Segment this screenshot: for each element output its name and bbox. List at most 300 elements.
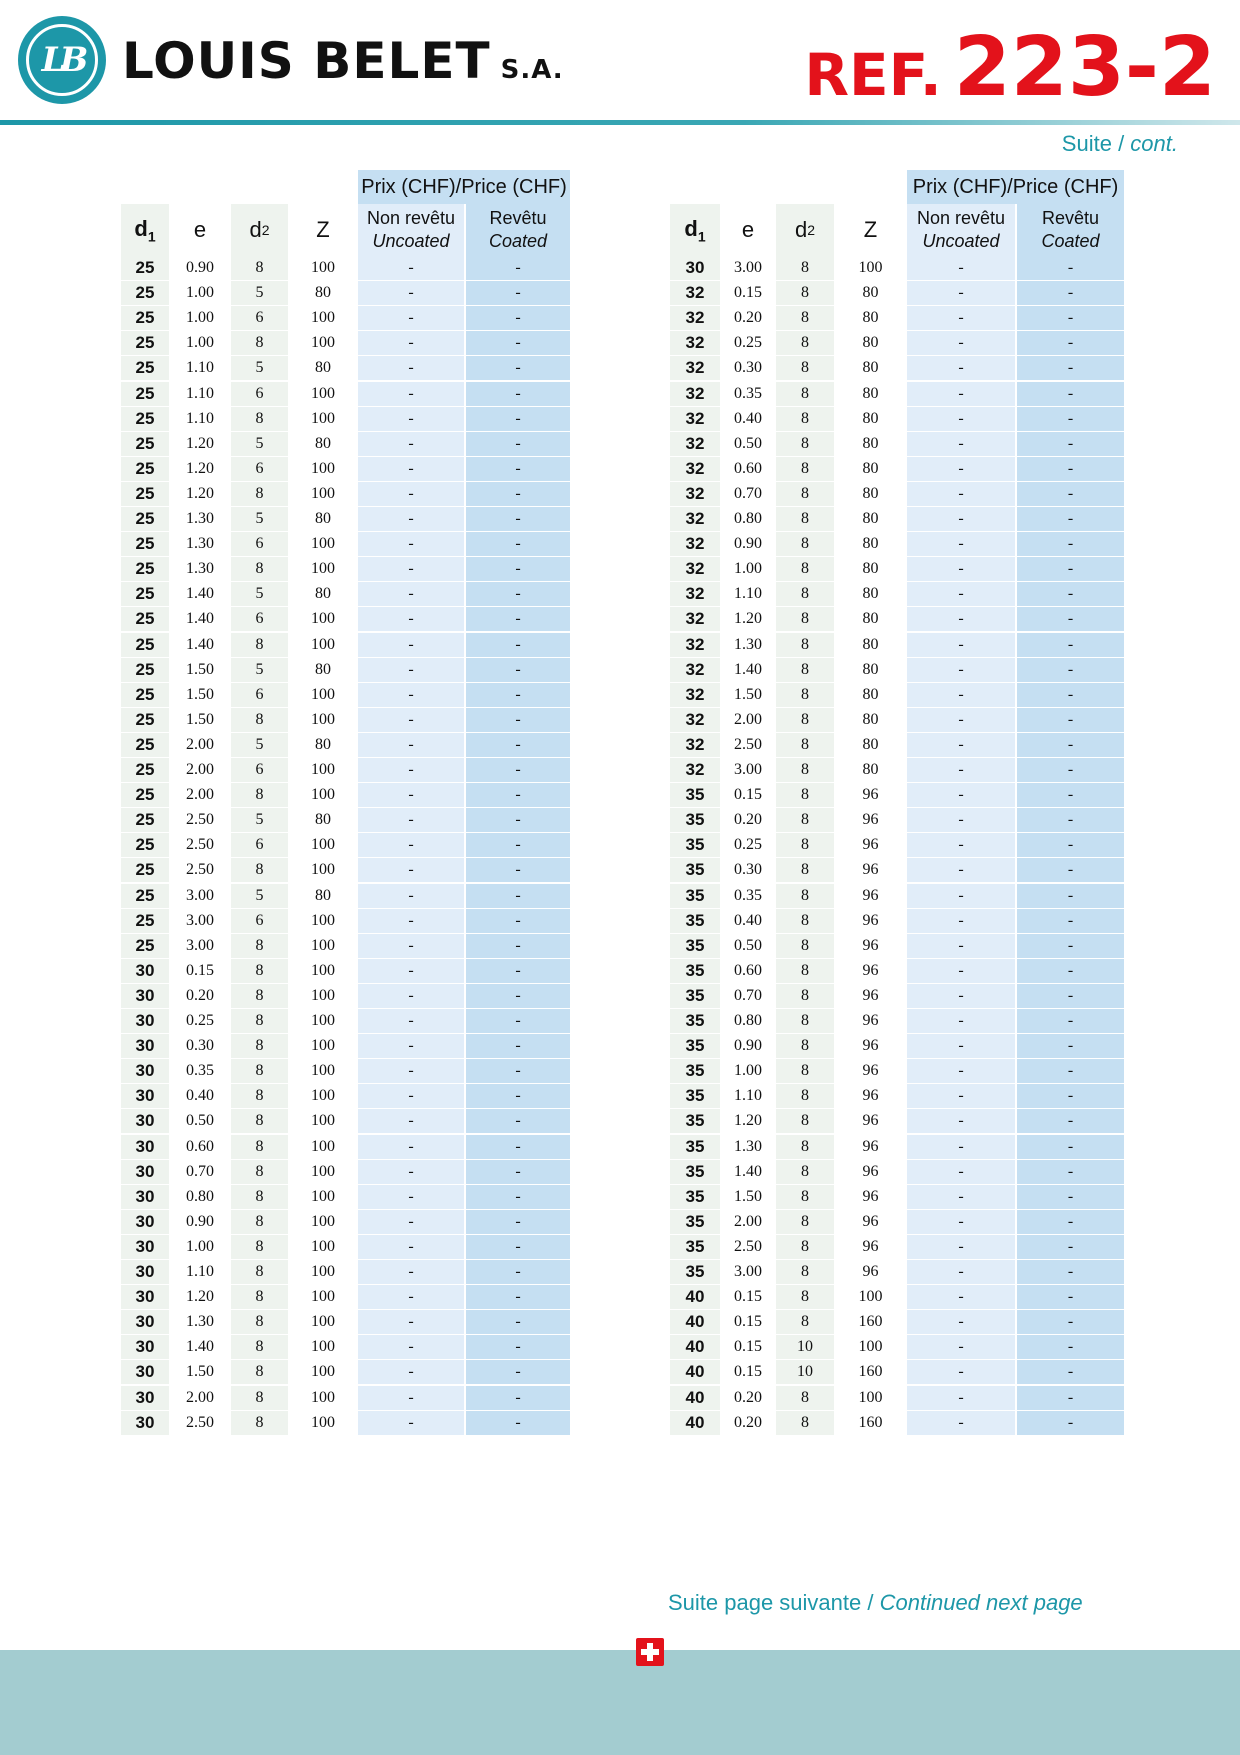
cell-price-coated: - <box>1017 783 1124 808</box>
cell-d2: 5 <box>231 507 288 532</box>
cell-price-uncoated: - <box>358 532 464 557</box>
cell-d1: 25 <box>121 733 169 758</box>
cell-price-coated: - <box>466 331 570 356</box>
cell-z: 80 <box>834 658 907 683</box>
cell-e: 2.50 <box>720 1235 776 1260</box>
cell-price-coated: - <box>1017 1009 1124 1034</box>
cell-price-uncoated: - <box>907 758 1015 783</box>
cell-d1: 35 <box>670 1135 720 1160</box>
col-header-coated: Revêtu Coated <box>1017 204 1124 256</box>
cell-e: 0.15 <box>720 1285 776 1310</box>
cell-price-uncoated: - <box>358 733 464 758</box>
cell-price-coated: - <box>1017 909 1124 934</box>
cell-d2: 6 <box>231 909 288 934</box>
cell-d1: 25 <box>121 708 169 733</box>
cell-price-coated: - <box>1017 582 1124 607</box>
cell-d2: 8 <box>231 1160 288 1185</box>
cell-d1: 30 <box>121 1285 169 1310</box>
cell-e: 1.00 <box>169 1235 231 1260</box>
cell-price-coated: - <box>466 582 570 607</box>
cell-z: 160 <box>834 1360 907 1385</box>
cell-d2: 8 <box>776 356 834 381</box>
cell-price-coated: - <box>466 1034 570 1059</box>
cell-z: 80 <box>288 507 358 532</box>
cell-price-uncoated: - <box>358 407 464 432</box>
cell-d2: 8 <box>776 984 834 1009</box>
table-row <box>121 432 570 457</box>
cell-d2: 8 <box>776 1260 834 1285</box>
cell-d1: 25 <box>121 482 169 507</box>
cell-price-uncoated: - <box>907 331 1015 356</box>
cell-d2: 8 <box>231 633 288 658</box>
cell-e: 0.40 <box>720 407 776 432</box>
cell-z: 96 <box>834 808 907 833</box>
col-header-e: e <box>720 204 776 256</box>
cell-z: 100 <box>834 1285 907 1310</box>
cell-d1: 25 <box>121 683 169 708</box>
cell-d2: 8 <box>231 1360 288 1385</box>
cell-price-uncoated: - <box>358 1310 464 1335</box>
cell-price-coated: - <box>466 909 570 934</box>
cell-z: 80 <box>288 884 358 909</box>
cell-price-uncoated: - <box>358 1135 464 1160</box>
cell-d1: 32 <box>670 758 720 783</box>
table-row <box>121 532 570 557</box>
cell-price-coated: - <box>1017 356 1124 381</box>
cell-d1: 35 <box>670 1235 720 1260</box>
cell-d2: 8 <box>776 1034 834 1059</box>
cell-price-uncoated: - <box>358 934 464 959</box>
cell-d1: 32 <box>670 658 720 683</box>
cell-d2: 5 <box>231 658 288 683</box>
cell-d1: 35 <box>670 858 720 883</box>
cell-price-uncoated: - <box>358 557 464 582</box>
cell-d2: 8 <box>776 683 834 708</box>
table-row <box>121 708 570 733</box>
cell-price-coated: - <box>466 1335 570 1360</box>
col-header-d2: d 2 <box>231 204 288 256</box>
cell-d1: 30 <box>121 959 169 984</box>
cell-d1: 25 <box>121 808 169 833</box>
cell-price-uncoated: - <box>907 582 1015 607</box>
price-group-header: Prix (CHF)/Price (CHF) <box>358 170 570 204</box>
cell-e: 0.20 <box>720 808 776 833</box>
cell-z: 80 <box>288 733 358 758</box>
table-row <box>670 909 1124 934</box>
cell-e: 3.00 <box>720 758 776 783</box>
cell-price-uncoated: - <box>907 1034 1015 1059</box>
cell-d2: 8 <box>776 482 834 507</box>
cell-e: 0.90 <box>169 256 231 281</box>
cell-price-uncoated: - <box>358 683 464 708</box>
cell-e: 0.15 <box>720 1310 776 1335</box>
cell-e: 3.00 <box>720 256 776 281</box>
swiss-flag-icon <box>636 1638 664 1666</box>
cell-price-coated: - <box>1017 884 1124 909</box>
cell-d2: 5 <box>231 884 288 909</box>
table-row <box>670 858 1124 883</box>
cell-d2: 8 <box>231 1260 288 1285</box>
price-group-header: Prix (CHF)/Price (CHF) <box>907 170 1124 204</box>
footer-band <box>0 1650 1240 1755</box>
cell-e: 2.00 <box>169 783 231 808</box>
cell-e: 0.25 <box>720 331 776 356</box>
table-row <box>121 1059 570 1084</box>
table-row <box>121 1009 570 1034</box>
cell-e: 0.15 <box>169 959 231 984</box>
cell-price-coated: - <box>1017 331 1124 356</box>
cell-price-uncoated: - <box>358 281 464 306</box>
table-row <box>121 783 570 808</box>
table-row <box>121 1335 570 1360</box>
cell-d2: 8 <box>776 909 834 934</box>
table-row <box>121 1310 570 1335</box>
cell-price-uncoated: - <box>907 432 1015 457</box>
table-row <box>121 1135 570 1160</box>
cell-d1: 30 <box>121 1411 169 1436</box>
cell-d1: 35 <box>670 833 720 858</box>
cell-price-coated: - <box>1017 1360 1124 1385</box>
cell-price-coated: - <box>466 532 570 557</box>
cell-e: 0.20 <box>720 1386 776 1411</box>
cell-d1: 32 <box>670 306 720 331</box>
cell-price-coated: - <box>466 758 570 783</box>
cell-d2: 6 <box>231 382 288 407</box>
cell-d2: 8 <box>776 758 834 783</box>
cell-d2: 8 <box>231 1059 288 1084</box>
table-row <box>121 1109 570 1134</box>
cell-d2: 8 <box>776 532 834 557</box>
cell-price-coated: - <box>466 633 570 658</box>
cell-z: 100 <box>288 557 358 582</box>
cell-z: 96 <box>834 1084 907 1109</box>
cell-d1: 30 <box>121 1009 169 1034</box>
cell-e: 1.50 <box>720 683 776 708</box>
cell-z: 80 <box>834 432 907 457</box>
cell-d2: 8 <box>776 633 834 658</box>
cell-e: 1.40 <box>169 582 231 607</box>
cell-e: 0.80 <box>169 1185 231 1210</box>
cell-e: 1.50 <box>169 708 231 733</box>
cell-price-coated: - <box>466 1135 570 1160</box>
cell-price-coated: - <box>466 1109 570 1134</box>
cell-d2: 8 <box>776 1135 834 1160</box>
cell-z: 100 <box>288 708 358 733</box>
cell-d1: 35 <box>670 884 720 909</box>
brand-name: LOUIS BELET <box>122 32 491 90</box>
cell-z: 96 <box>834 1160 907 1185</box>
cell-d1: 25 <box>121 858 169 883</box>
table-row <box>121 306 570 331</box>
cell-d1: 25 <box>121 607 169 632</box>
cell-price-uncoated: - <box>358 633 464 658</box>
cell-price-coated: - <box>1017 1411 1124 1436</box>
cell-z: 100 <box>288 909 358 934</box>
cell-d2: 8 <box>776 1411 834 1436</box>
col-header-e: e <box>169 204 231 256</box>
cell-d2: 5 <box>231 432 288 457</box>
cell-z: 80 <box>834 607 907 632</box>
table-row <box>121 256 570 281</box>
table-row <box>670 1059 1124 1084</box>
cell-price-uncoated: - <box>907 1285 1015 1310</box>
table-row <box>121 382 570 407</box>
cell-price-uncoated: - <box>907 733 1015 758</box>
cell-d2: 8 <box>776 808 834 833</box>
cell-z: 80 <box>834 532 907 557</box>
col-header-uncoated: Non revêtu Uncoated <box>907 204 1015 256</box>
cell-d2: 8 <box>776 1084 834 1109</box>
cell-d2: 8 <box>231 934 288 959</box>
cell-d1: 35 <box>670 1109 720 1134</box>
cell-d1: 25 <box>121 934 169 959</box>
cell-z: 80 <box>288 356 358 381</box>
cell-d1: 25 <box>121 306 169 331</box>
cell-price-coated: - <box>1017 984 1124 1009</box>
cell-price-coated: - <box>1017 808 1124 833</box>
cell-z: 80 <box>834 582 907 607</box>
cell-e: 1.20 <box>169 432 231 457</box>
cell-d1: 25 <box>121 256 169 281</box>
cell-d2: 8 <box>231 331 288 356</box>
cell-z: 96 <box>834 959 907 984</box>
cell-d1: 30 <box>121 1335 169 1360</box>
cell-d1: 35 <box>670 783 720 808</box>
cell-d2: 8 <box>231 407 288 432</box>
cell-d2: 8 <box>776 959 834 984</box>
table-row <box>670 758 1124 783</box>
cell-e: 2.50 <box>169 833 231 858</box>
cell-d1: 35 <box>670 1260 720 1285</box>
cell-d1: 25 <box>121 557 169 582</box>
cell-d1: 40 <box>670 1310 720 1335</box>
cell-e: 2.50 <box>169 808 231 833</box>
cell-price-coated: - <box>466 1285 570 1310</box>
cell-price-uncoated: - <box>907 607 1015 632</box>
cell-e: 0.15 <box>720 1335 776 1360</box>
cell-price-coated: - <box>466 256 570 281</box>
cell-price-uncoated: - <box>358 382 464 407</box>
cell-e: 1.20 <box>720 1109 776 1134</box>
cell-price-uncoated: - <box>358 708 464 733</box>
cell-price-uncoated: - <box>907 482 1015 507</box>
cell-e: 0.25 <box>720 833 776 858</box>
cell-d1: 35 <box>670 959 720 984</box>
cell-d2: 8 <box>776 582 834 607</box>
cell-e: 1.40 <box>720 658 776 683</box>
cell-d2: 8 <box>231 984 288 1009</box>
table-row <box>121 331 570 356</box>
cell-d2: 8 <box>776 1285 834 1310</box>
cell-price-coated: - <box>466 858 570 883</box>
header-divider <box>0 120 1240 125</box>
cell-d1: 32 <box>670 331 720 356</box>
cell-z: 100 <box>288 833 358 858</box>
cell-price-coated: - <box>466 1084 570 1109</box>
cell-e: 1.20 <box>169 457 231 482</box>
table-row <box>670 658 1124 683</box>
col-header-z: Z <box>834 204 907 256</box>
company-logo <box>18 16 106 104</box>
cell-d1: 35 <box>670 1009 720 1034</box>
cell-z: 80 <box>834 708 907 733</box>
cell-z: 100 <box>288 1411 358 1436</box>
cell-d1: 30 <box>121 1260 169 1285</box>
cell-price-uncoated: - <box>358 482 464 507</box>
cell-price-uncoated: - <box>907 708 1015 733</box>
table-row <box>670 1084 1124 1109</box>
cell-e: 0.80 <box>720 507 776 532</box>
cell-price-uncoated: - <box>907 808 1015 833</box>
cell-e: 0.60 <box>720 457 776 482</box>
table-row <box>121 457 570 482</box>
cell-price-coated: - <box>1017 758 1124 783</box>
cell-d1: 25 <box>121 783 169 808</box>
table-row <box>670 633 1124 658</box>
cell-e: 2.50 <box>720 733 776 758</box>
cell-d2: 8 <box>776 783 834 808</box>
cell-z: 100 <box>288 407 358 432</box>
cell-z: 100 <box>288 1285 358 1310</box>
cell-price-coated: - <box>1017 708 1124 733</box>
cell-z: 100 <box>288 783 358 808</box>
cell-z: 96 <box>834 909 907 934</box>
cell-price-uncoated: - <box>907 1210 1015 1235</box>
cell-d2: 8 <box>231 1386 288 1411</box>
cell-price-uncoated: - <box>358 858 464 883</box>
cell-price-coated: - <box>466 1386 570 1411</box>
cell-e: 0.20 <box>169 984 231 1009</box>
col-header-d1: $d_1$ <box>670 204 720 256</box>
table-row <box>121 909 570 934</box>
cell-d1: 35 <box>670 984 720 1009</box>
cell-d2: 8 <box>776 1235 834 1260</box>
cell-e: 1.10 <box>720 1084 776 1109</box>
cell-d2: 8 <box>776 1185 834 1210</box>
cell-e: 0.90 <box>720 1034 776 1059</box>
cell-d2: 6 <box>231 683 288 708</box>
cell-d1: 25 <box>121 582 169 607</box>
cell-d2: 5 <box>231 281 288 306</box>
cell-price-uncoated: - <box>358 457 464 482</box>
cell-e: 1.30 <box>169 507 231 532</box>
cell-price-uncoated: - <box>358 959 464 984</box>
cell-e: 0.50 <box>169 1109 231 1134</box>
cell-e: 0.35 <box>169 1059 231 1084</box>
cell-price-uncoated: - <box>907 1185 1015 1210</box>
cell-d2: 8 <box>776 306 834 331</box>
cell-z: 100 <box>288 984 358 1009</box>
cell-price-coated: - <box>466 306 570 331</box>
table-row <box>670 1009 1124 1034</box>
cell-price-coated: - <box>466 407 570 432</box>
table-row <box>121 1360 570 1385</box>
cell-z: 96 <box>834 1009 907 1034</box>
table-row <box>670 1310 1124 1335</box>
cell-price-uncoated: - <box>907 884 1015 909</box>
cell-price-uncoated: - <box>358 1009 464 1034</box>
cell-price-coated: - <box>1017 1260 1124 1285</box>
table-row <box>670 808 1124 833</box>
cell-d2: 8 <box>776 281 834 306</box>
cell-price-coated: - <box>1017 733 1124 758</box>
table-row <box>670 959 1124 984</box>
cell-d1: 32 <box>670 633 720 658</box>
table-row <box>121 1260 570 1285</box>
cell-d2: 8 <box>776 1386 834 1411</box>
cell-price-uncoated: - <box>358 1185 464 1210</box>
cell-price-coated: - <box>1017 833 1124 858</box>
cell-price-uncoated: - <box>907 934 1015 959</box>
cell-price-coated: - <box>466 833 570 858</box>
cell-price-coated: - <box>1017 1160 1124 1185</box>
cell-e: 0.90 <box>169 1210 231 1235</box>
table-row <box>121 934 570 959</box>
cell-d1: 35 <box>670 1084 720 1109</box>
table-row <box>670 1160 1124 1185</box>
cell-price-uncoated: - <box>907 633 1015 658</box>
col-header-d2: d 2 <box>776 204 834 256</box>
table-row <box>670 1386 1124 1411</box>
cell-d1: 25 <box>121 884 169 909</box>
continued-label-en: cont. <box>1130 131 1178 156</box>
cell-z: 80 <box>834 306 907 331</box>
cell-z: 100 <box>288 934 358 959</box>
cell-z: 100 <box>288 1160 358 1185</box>
cell-price-uncoated: - <box>358 984 464 1009</box>
cell-price-uncoated: - <box>907 1160 1015 1185</box>
cell-z: 96 <box>834 1109 907 1134</box>
cell-e: 1.30 <box>169 557 231 582</box>
cell-price-uncoated: - <box>907 1260 1015 1285</box>
cell-price-uncoated: - <box>358 1235 464 1260</box>
cell-d2: 8 <box>231 1135 288 1160</box>
cell-e: 0.80 <box>720 1009 776 1034</box>
cell-e: 0.60 <box>169 1135 231 1160</box>
table-row <box>121 758 570 783</box>
cell-d2: 8 <box>231 858 288 883</box>
table-row <box>670 833 1124 858</box>
cell-price-uncoated: - <box>907 1360 1015 1385</box>
cell-price-coated: - <box>466 708 570 733</box>
cell-d2: 8 <box>231 1411 288 1436</box>
cell-z: 100 <box>288 1360 358 1385</box>
table-row <box>121 507 570 532</box>
cell-price-uncoated: - <box>907 457 1015 482</box>
cell-z: 100 <box>288 1135 358 1160</box>
cell-d2: 8 <box>231 1285 288 1310</box>
cell-d2: 8 <box>776 1009 834 1034</box>
cell-price-uncoated: - <box>907 382 1015 407</box>
cell-d2: 8 <box>776 884 834 909</box>
cell-z: 100 <box>288 457 358 482</box>
table-row <box>121 959 570 984</box>
table-row <box>121 356 570 381</box>
cell-z: 80 <box>834 457 907 482</box>
brand-suffix: S.A. <box>500 55 564 85</box>
table-row <box>670 1285 1124 1310</box>
cell-e: 2.00 <box>169 758 231 783</box>
cell-d1: 25 <box>121 281 169 306</box>
cell-d2: 8 <box>231 708 288 733</box>
cell-price-coated: - <box>1017 633 1124 658</box>
cell-price-uncoated: - <box>907 1310 1015 1335</box>
page-header <box>0 0 1240 120</box>
cell-d1: 35 <box>670 808 720 833</box>
table-row <box>121 482 570 507</box>
cell-z: 160 <box>834 1411 907 1436</box>
cell-price-coated: - <box>1017 407 1124 432</box>
